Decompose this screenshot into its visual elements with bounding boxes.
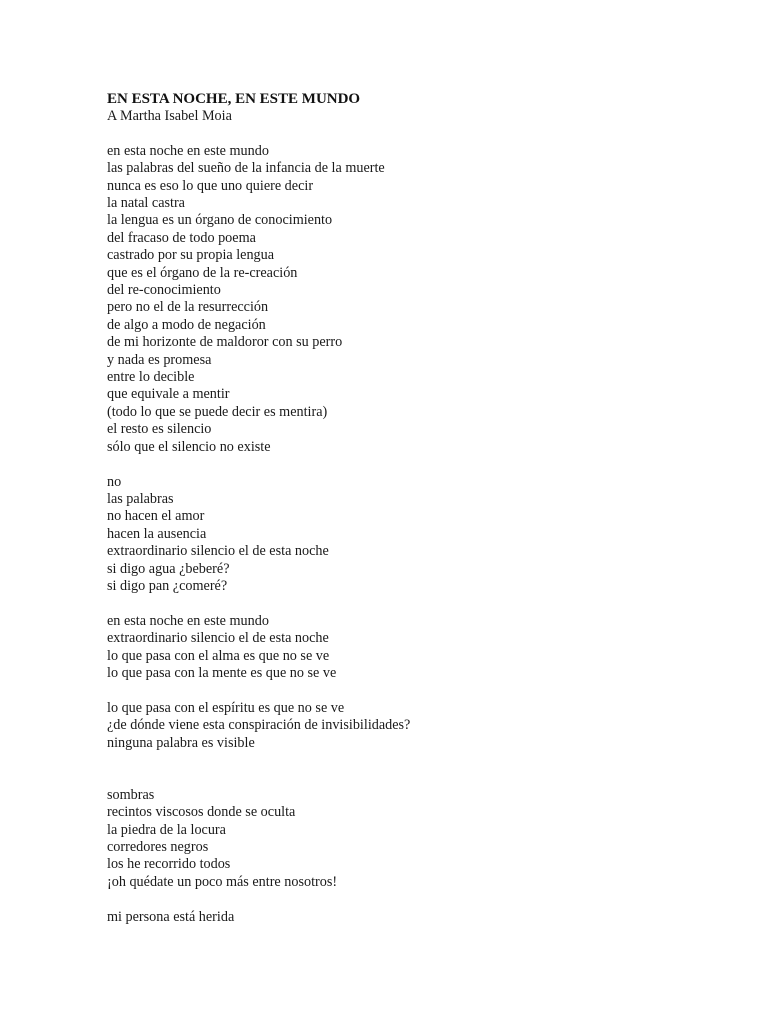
stanza: [107, 474, 728, 596]
poem-line: lo que pasa con el espíritu es que no se ve: [107, 699, 345, 716]
poem-line: corredores negros: [107, 838, 209, 855]
poem-line: nunca es eso lo que uno quiere decir: [107, 177, 314, 194]
poem-line: ¿de dónde viene esta conspiración de invisibilidades?: [107, 717, 411, 734]
stanza: [107, 700, 728, 752]
stanza-break: [107, 595, 728, 612]
poem-line: la natal castra: [107, 195, 185, 212]
poem-line: que es el órgano de la re-creación: [107, 264, 298, 281]
poem-line: en esta noche en este mundo: [107, 142, 269, 159]
poem-line: si digo pan ¿comeré?: [107, 577, 228, 594]
document-page: [107, 91, 728, 926]
poem-line: los he recorrido todos: [107, 856, 231, 873]
poem-line: las palabras: [107, 490, 174, 507]
poem-line: entre lo decible: [107, 369, 195, 386]
poem-line: hacen la ausencia: [107, 525, 207, 542]
stanza-break: [107, 752, 728, 787]
poem-line: y nada es promesa: [107, 351, 212, 368]
poem-line: (todo lo que se puede decir es mentira): [107, 403, 328, 420]
poem-line: la piedra de la locura: [107, 821, 226, 838]
stanza: [107, 909, 728, 926]
poem-line: la lengua es un órgano de conocimiento: [107, 212, 333, 229]
poem-dedication: A Martha Isabel Moia: [107, 108, 232, 124]
poem-line: sombras: [107, 786, 155, 803]
poem-line: que equivale a mentir: [107, 386, 230, 403]
poem-line: del re-conocimiento: [107, 282, 221, 299]
stanza-break: [107, 456, 728, 473]
poem-line: si digo agua ¿beberé?: [107, 560, 230, 577]
poem-line: extraordinario silencio el de esta noche: [107, 630, 329, 647]
poem-title: EN ESTA NOCHE, EN ESTE MUNDO: [107, 91, 361, 107]
poem-line: extraordinario silencio el de esta noche: [107, 543, 329, 560]
poem-line: ¡oh quédate un poco más entre nosotros!: [107, 873, 338, 890]
poem-line: de mi horizonte de maldoror con su perro: [107, 334, 343, 351]
stanza: [107, 787, 728, 891]
poem-line: castrado por su propia lengua: [107, 247, 275, 264]
poem-line: lo que pasa con la mente es que no se ve: [107, 664, 337, 681]
poem-line: lo que pasa con el alma es que no se ve: [107, 647, 330, 664]
stanza: [107, 613, 728, 683]
poem-line: las palabras del sueño de la infancia de la muerte: [107, 160, 385, 177]
stanza-break: [107, 682, 728, 699]
stanza: [107, 143, 728, 456]
stanza-break: [107, 891, 728, 908]
poem-line: recintos viscosos donde se oculta: [107, 804, 296, 821]
poem-line: no: [107, 473, 122, 490]
poem-line: de algo a modo de negación: [107, 316, 266, 333]
poem-line: en esta noche en este mundo: [107, 612, 269, 629]
poem-line: sólo que el silencio no existe: [107, 438, 271, 455]
poem-line: pero no el de la resurrección: [107, 299, 269, 316]
poem-line: mi persona está herida: [107, 908, 235, 925]
poem-line: no hacen el amor: [107, 508, 205, 525]
poem-line: ninguna palabra es visible: [107, 734, 255, 751]
poem-line: el resto es silencio: [107, 421, 212, 438]
poem-line: del fracaso de todo poema: [107, 229, 256, 246]
